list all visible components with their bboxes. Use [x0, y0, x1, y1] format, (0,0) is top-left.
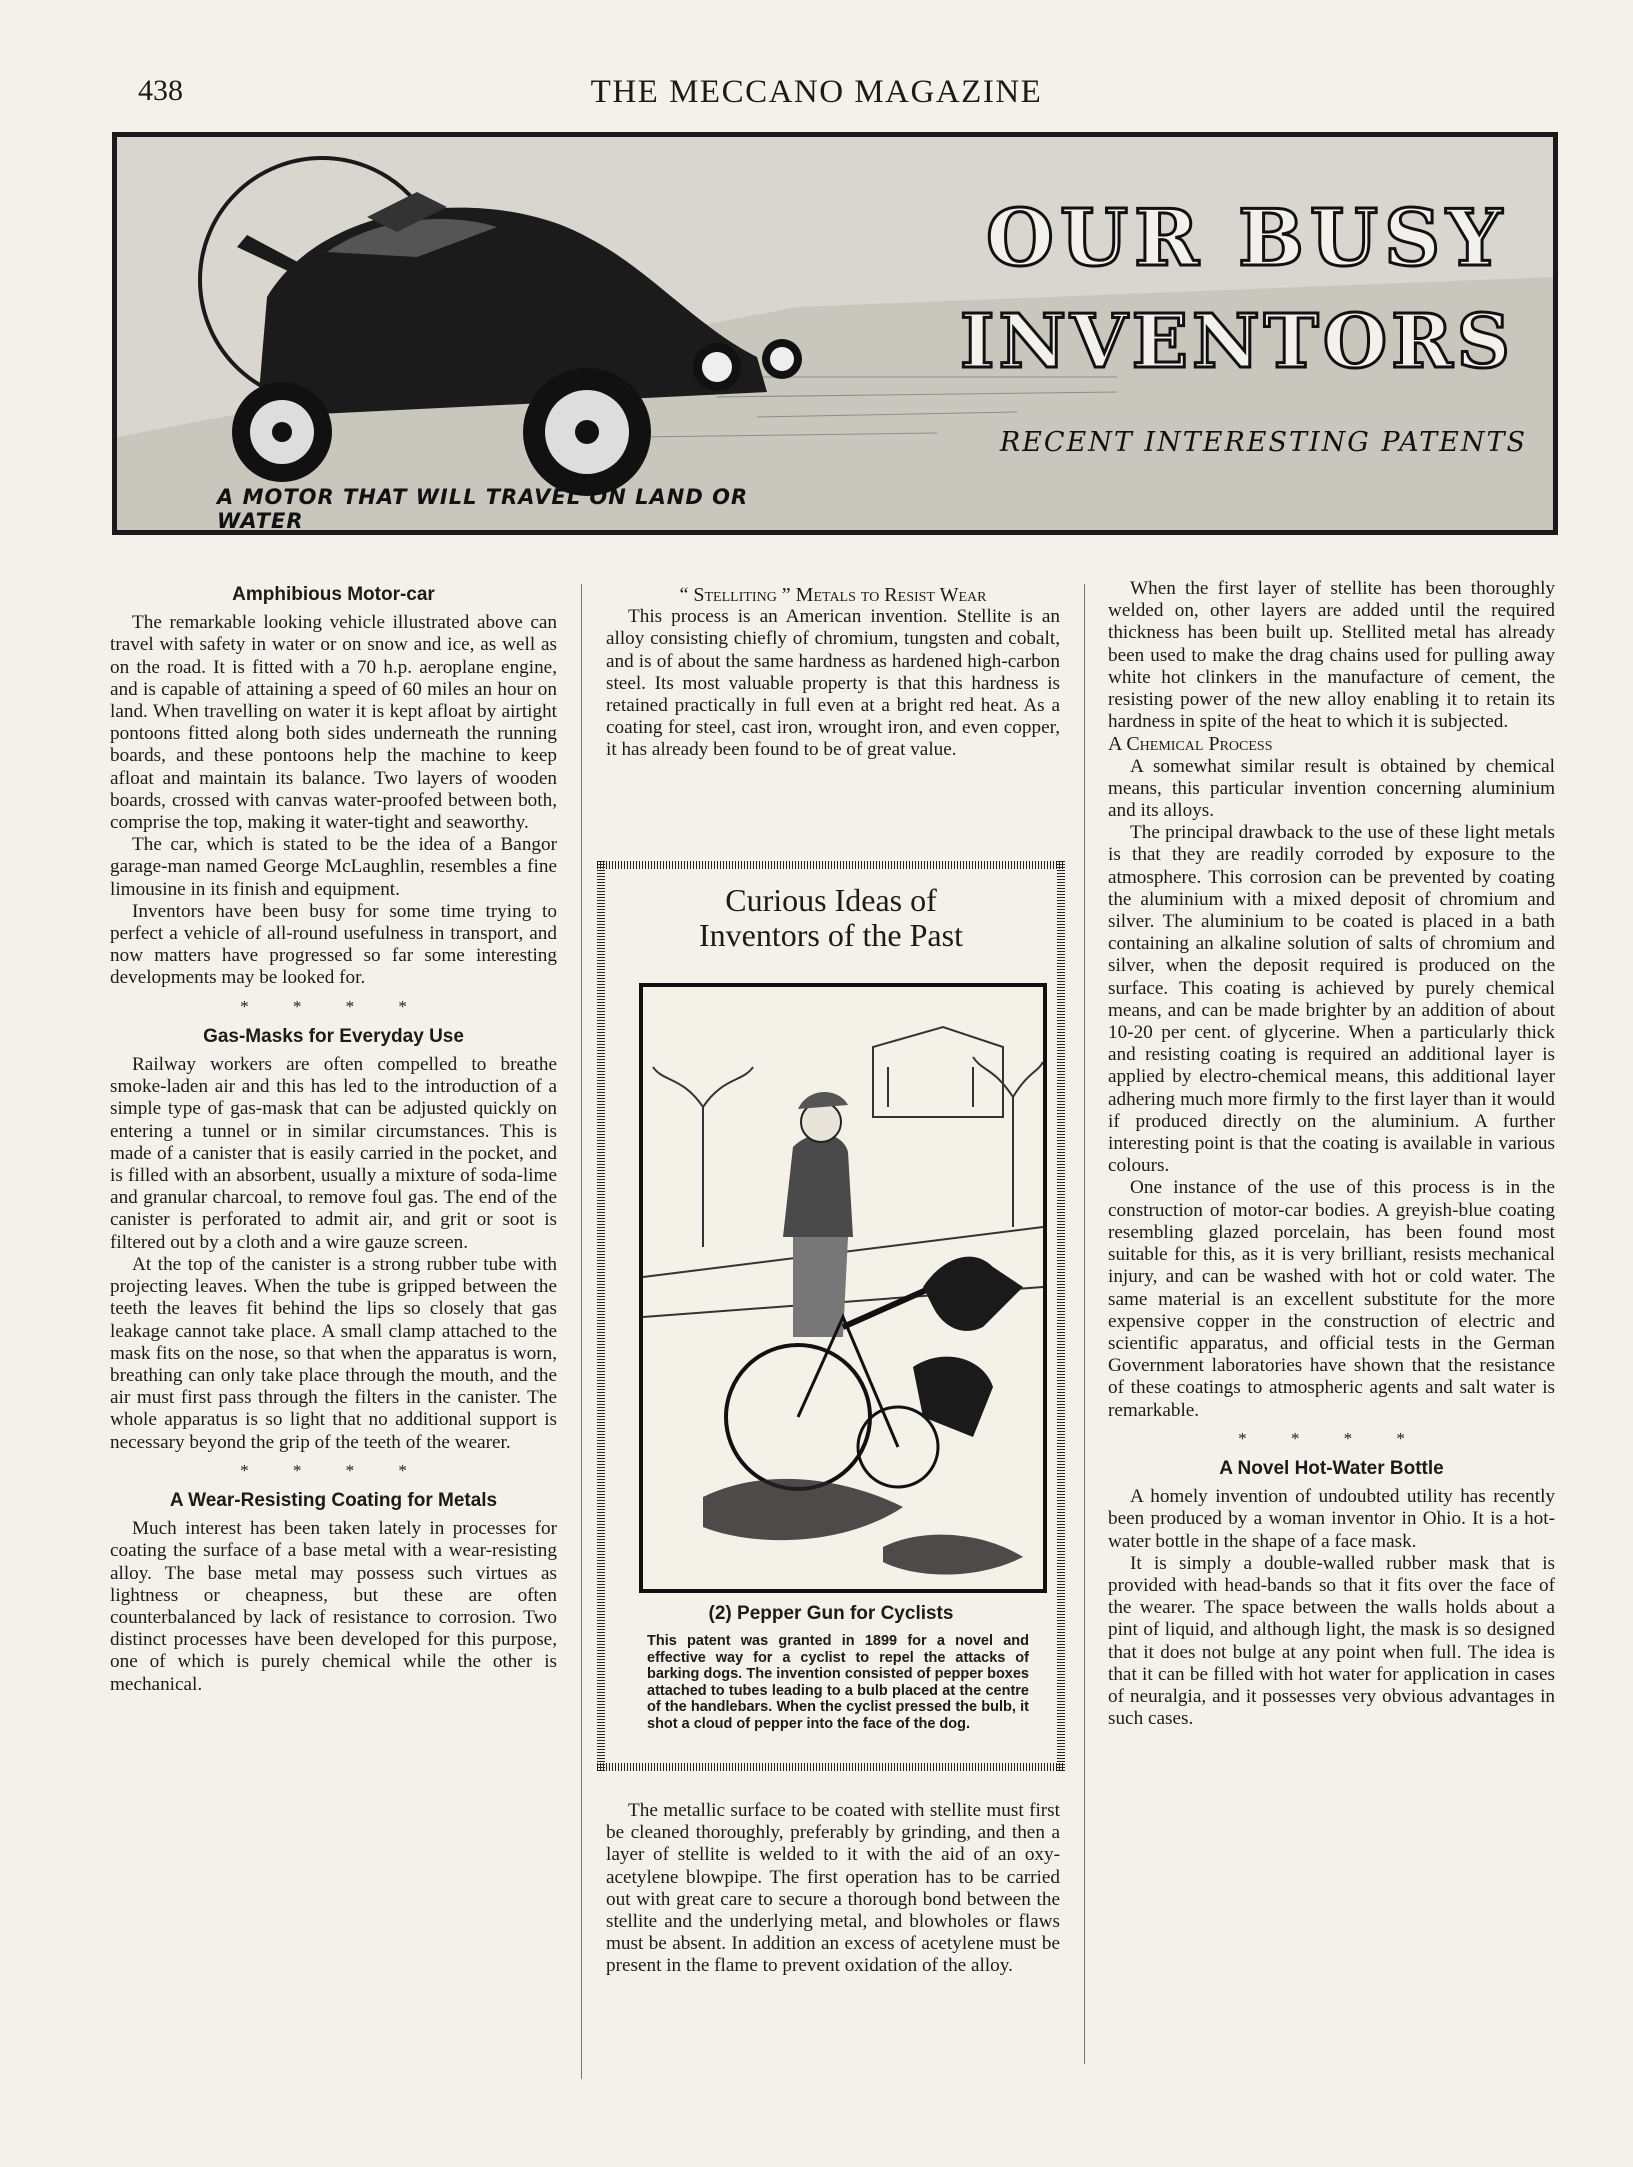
page-number: 438: [138, 74, 183, 107]
hatch-border-left: [597, 861, 605, 1771]
column-rule-right: [1084, 584, 1085, 2064]
column-rule-left: [581, 584, 582, 2079]
magazine-title: THE MECCANO MAGAZINE: [590, 74, 1043, 110]
paragraph: Much interest has been taken lately in processes for coating the surface of a base metal with a wear-resisting alloy. The base metal may possess such virtues as lightness or cheapness, but these are often counterbalanced by lack of resistance to corrosion. Two distinct processes have been developed for this purpose, one of which is purely chemical while the other is mechanical.: [110, 1518, 557, 1695]
paragraph: A somewhat similar result is obtained by chemical means, this particular invention concerning aluminium and its alloys.: [1108, 755, 1555, 822]
hot-water-bottle-heading: A Novel Hot-Water Bottle: [1219, 1457, 1444, 1479]
hatch-border-top: [597, 861, 1065, 869]
separator: * * * *: [240, 996, 427, 1016]
paragraph: One instance of the use of this process is in the construction of motor-car bodies. A greyish-blue coating resembling glazed porcelain, has been found most suitable for this, as it is very brilliant, resists mechanical injury, and can be washed with hot or cold water. The same material is an excellent substitute for the more expensive copper in the construction of electric and scientific apparatus, and official tests in the German Government laboratories have shown that the resistance of these coatings to atmospheric agents and salt water is remarkable.: [1108, 1177, 1555, 1421]
column-1: [110, 584, 557, 1696]
pepper-gun-illustration: [639, 983, 1047, 1593]
paragraph: Railway workers are often compelled to breathe smoke-laden air and this has led to the introduction of a simple type of gas-mask that can be adjusted quickly on entering a tunnel or in similar circumstances. This is made of a canister that is easily carried in the pocket, and is filled with an absorbent, usually a mixture of soda-lime and granular charcoal, to remove foul gas. The end of the canister is perforated to admit air, and grit or soot is filtered out by a cloth and a wire gauze screen.: [110, 1054, 557, 1253]
paragraph: The car, which is stated to be the idea of a Bangor garage-man named George McLaughlin, resembles a fine limousine in its finish and equipment.: [110, 834, 557, 900]
gasmasks-heading: Gas-Masks for Everyday Use: [203, 1025, 464, 1047]
banner-caption: A MOTOR THAT WILL TRAVEL ON LAND OR WATER: [217, 485, 749, 533]
pepper-gun-caption-text: This patent was granted in 1899 for a novel and effective way for a cyclist to repel the attacks of barking dogs. The invention consisted of pepper boxes attached to tubes leading to a bulb placed at the centre of the handlebars. When the cyclist pressed the bulb, it shot a cloud of pepper into the face of the dog.: [647, 1633, 1029, 1732]
hatch-border-right: [1057, 861, 1065, 1771]
column-2-top: [606, 584, 1060, 762]
paragraph: Inventors have been busy for some time trying to perfect a vehicle of all-round usefulness in transport, and now matters have progressed so far some interesting developments may be looked for.: [110, 900, 557, 989]
paragraph: The principal drawback to the use of these light metals is that they are readily corroded by exposure to the atmosphere. This corrosion can be prevented by coating the aluminium with a mixed deposit of chromium and silver. The aluminium to be coated is placed in a bath containing an alkaline solution of salts of chromium and silver, when the deposit required is produced on the surface. This coating is achieved by purely chemical means, and can be made brighter by an addition of about 10-20 per cent. of glycerine. When a particularly thick and resisting coating is required an additional layer is applied by electro-chemical means, this additional layer adhering much more firmly to the first layer than it would if produced directly on the aluminium. A further interesting point is that the coating is available in various colours.: [1108, 822, 1555, 1177]
paragraph: It is simply a double-walled rubber mask that is provided with head-bands so that it fits over the face of the wearer. The space between the walls holds about a pint of liquid, and although light, the mask is so designed that it does not bulge at any point when full. The idea is that it can be filled with hot water for application in cases of neuralgia, and it possesses very obvious advantages in such cases.: [1108, 1552, 1555, 1730]
paragraph: A homely invention of undoubted utility has recently been produced by a woman inventor in Ohio. It is a hot-water bottle in the shape of a face mask.: [1108, 1486, 1555, 1552]
hatch-border-bottom: [597, 1763, 1065, 1771]
cyclist-and-dog-drawing: [643, 987, 1043, 1589]
banner-title-line1: OUR BUSY: [986, 193, 1508, 284]
paragraph: When the first layer of stellite has been thoroughly welded on, other layers are added until the required thickness has been built up. Stellited metal has already been used to make the drag chains used for pulling away white hot clinkers in the manufacture of cement, the resisting power of the new alloy enabling it to retain its hardness in spite of the heat to which it is subjected.: [1108, 578, 1555, 733]
curious-heading-line1: Curious Ideas of: [725, 882, 937, 918]
paragraph: This process is an American invention. Stellite is an alloy consisting chiefly of chromium, tungsten and cobalt, and is of about the same hardness as hardened high-carbon steel. Its most valuable property is that this hardness is retained practically in full even at a bright red heat. As a coating for steel, cast iron, wrought iron, and even copper, it has already been found to be of great value.: [606, 606, 1060, 761]
stelliting-heading: “ Stelliting ” Metals to Resist Wear: [679, 584, 987, 606]
banner-title-line2: INVENTORS: [959, 299, 1515, 385]
curious-heading: [597, 883, 1065, 953]
chemical-process-heading: A Chemical Process: [1108, 733, 1273, 756]
running-header: [0, 74, 1633, 114]
paragraph: The remarkable looking vehicle illustrated above can travel with safety in water or on snow and ice, as well as on the road. It is fitted with a 70 h.p. aeroplane engine, and is capable of attaining a speed of 60 miles an hour on land. When travelling on water it is kept afloat by airtight pontoons fitted along both sides underneath the running boards, and these pontoons help the machine to keep afloat and maintain its balance. Two layers of wooden boards, crossed with canvas water-proofed between both, comprise the top, making it water-tight and seaworthy.: [110, 612, 557, 834]
separator: * * * *: [1238, 1428, 1425, 1448]
column-2-bottom: [606, 1800, 1060, 1978]
banner-subtitle: RECENT INTERESTING PATENTS: [999, 427, 1527, 458]
column-3: [1108, 578, 1555, 1730]
curious-heading-line2: Inventors of the Past: [699, 917, 963, 953]
curious-ideas-box: [591, 855, 1071, 1777]
banner-illustration: [112, 132, 1558, 535]
amphibious-heading: Amphibious Motor-car: [232, 584, 435, 605]
paragraph: At the top of the canister is a strong rubber tube with projecting leaves. When the tube is gripped between the teeth the leaves fit behind the lips so closely that gas leakage cannot take place. A small clamp attached to the mask fits on the nose, so that when the apparatus is worn, breathing can only take place through the mouth, and the air must first pass through the filters in the canister. The whole apparatus is so light that no additional support is necessary beyond the grip of the teeth of the wearer.: [110, 1253, 557, 1453]
pepper-gun-caption-title: (2) Pepper Gun for Cyclists: [708, 1603, 954, 1624]
wear-heading: A Wear-Resisting Coating for Metals: [169, 1489, 498, 1511]
separator: * * * *: [240, 1460, 427, 1480]
paragraph: The metallic surface to be coated with stellite must first be cleaned thoroughly, preferably by grinding, and then a layer of stellite is welded to it with the aid of an oxy-acetylene blowpipe. The first operation has to be carried out with great care to secure a thorough bond between the stellite and the underlying metal, and blowholes or flaws must be absent. In addition an excess of acetylene must be present in the flame to prevent oxidation of the alloy.: [606, 1800, 1060, 1977]
